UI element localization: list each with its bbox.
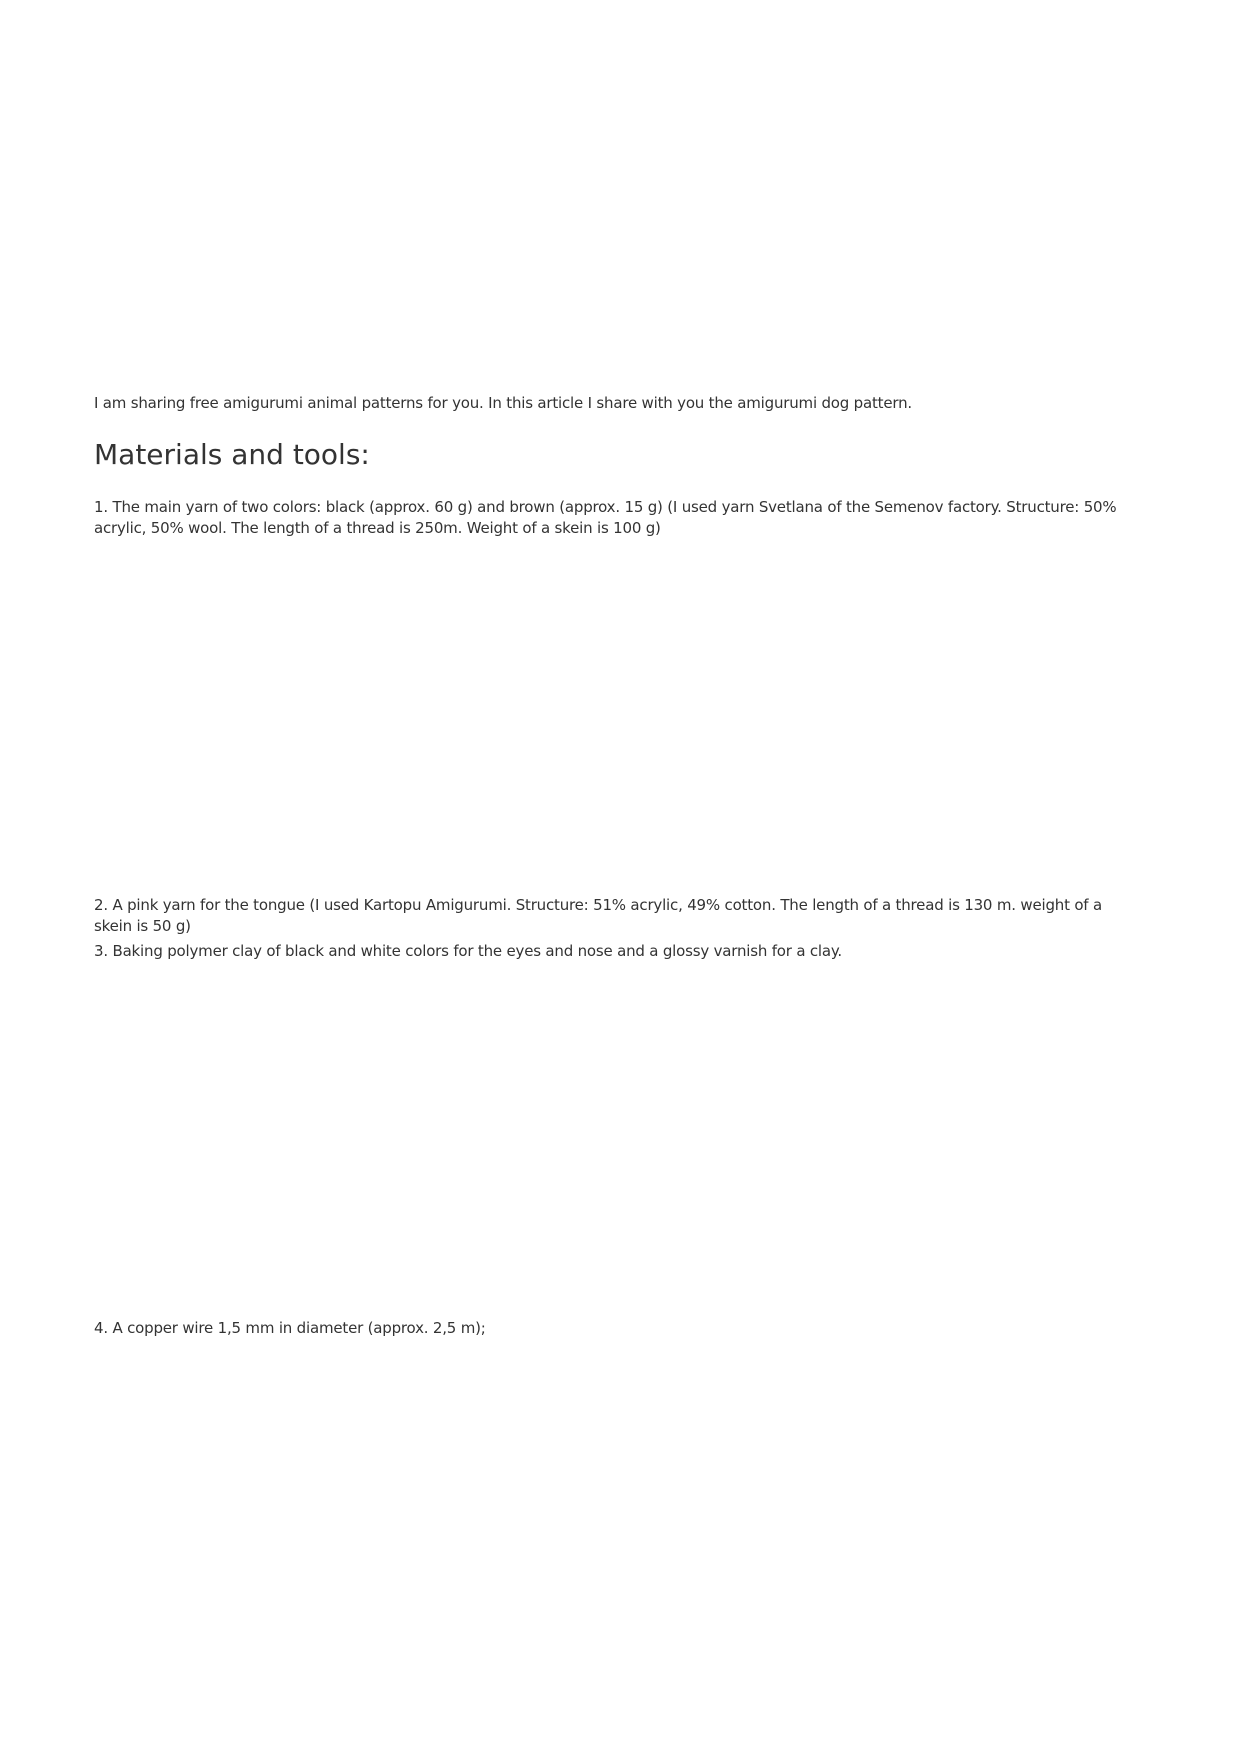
materials-item-1: 1. The main yarn of two colors: black (approx. 60 g) and brown (approx. 15 g) (I used yarn Svetlana of the Semenov factory. Structure: 50% acrylic, 50% wool. The length of a thread is 250m. Weight of a skein is 100 g) [94,498,1117,537]
materials-heading: Materials and tools: [94,438,370,471]
blank-image-area [94,975,1144,1305]
blank-image-area [94,1350,1144,1740]
materials-item-4: 4. A copper wire 1,5 mm in diameter (approx. 2,5 m); [94,1319,486,1337]
blank-image-area [94,0,1144,380]
blank-image-area [94,545,1144,885]
materials-item-3: 3. Baking polymer clay of black and white colors for the eyes and nose and a glossy varnish for a clay. [94,942,842,960]
intro-paragraph: I am sharing free amigurumi animal patterns for you. In this article I share with you the amigurumi dog pattern. [94,394,912,412]
materials-item-2: 2. A pink yarn for the tongue (I used Kartopu Amigurumi. Structure: 51% acrylic, 49% cotton. The length of a thread is 130 m. weight of a skein is 50 g) [94,896,1102,935]
